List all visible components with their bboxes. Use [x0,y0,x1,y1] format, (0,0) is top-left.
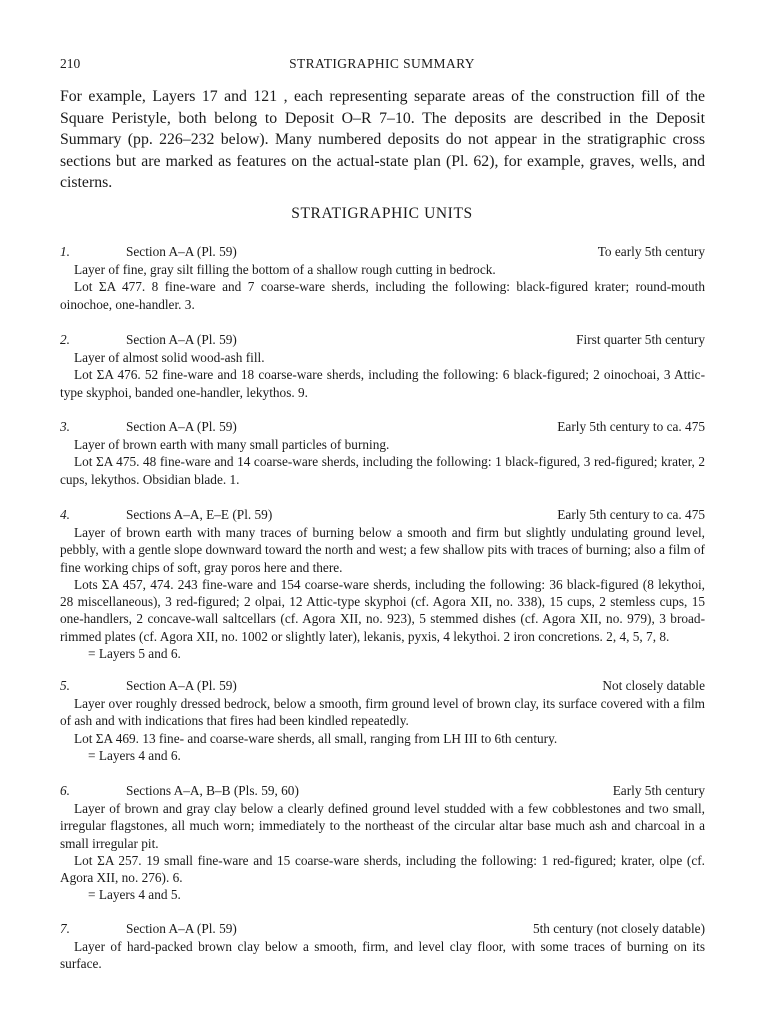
entry-date: 5th century (not closely datable) [532,921,705,936]
entry-header [60,506,705,524]
stratigraphic-entry-2 [60,331,705,401]
entry-section: Section A–A (Pl. 59) [126,332,237,347]
entry-number: 6. [60,783,70,798]
entry-date: To early 5th century [597,244,705,259]
entry-lot: Lot ΣA 477. 8 fine-ware and 7 coarse-ware sherds, including the following: black-figured krater; round-mouth oinochoe, one-handler. 3. [60,279,705,312]
entry-number: 1. [60,244,70,259]
entry-header [60,782,705,800]
entry-date: Early 5th century to ca. 475 [557,507,705,522]
entry-layer-description: Layer of brown and gray clay below a clearly defined ground level studded with a few cobblestones and two small, irregular flagstones, all much worn; immediately to the northeast of the circular altar base much ash and charcoal in a small irregular pit. [60,801,705,851]
entry-date: Early 5th century [612,783,705,798]
stratigraphic-entry-4 [60,506,705,662]
entry-lot: Lots ΣA 457, 474. 243 fine-ware and 154 coarse-ware sherds, including the following: 36 black-figured (8 lekythoi, 28 miscellaneous), 3 red-figured; 2 olpai, 12 Attic-type skyphoi (cf. Agora XII, no. 338), 15 cups, 2 stemless cups, 15 one-handlers, 2 concave-wall saltcellars (cf. Agora XII, no. 923), 5 stemmed dishes (cf. Agora XII, no. 979), 3 broad-rimmed plates (cf. Agora XII, no. 1002 or slightly later), lekanis, pyxis, 4 lekythoi. 2 iron concretions. 2, 4, 5, 7, 8. [60,576,705,644]
stratigraphic-entry-6 [60,782,705,904]
entry-header [60,331,705,349]
stratigraphic-entry-7 [60,920,705,973]
entry-section: Section A–A (Pl. 59) [126,244,237,259]
entry-equivalence: = Layers 5 and 6. [88,646,181,662]
entry-layer-description: Layer of almost solid wood-ash fill. [74,350,265,365]
entry-section: Section A–A (Pl. 59) [126,678,237,693]
running-title: STRATIGRAPHIC SUMMARY [289,56,475,71]
stratigraphic-entry-3 [60,418,705,488]
entry-lot: Lot ΣA 475. 48 fine-ware and 14 coarse-ware sherds, including the following: 1 black-figured, 3 red-figured; krater, 2 cups, lekythos. Obsidian blade. 1. [60,454,705,487]
entry-number: 4. [60,507,70,522]
entry-number: 3. [60,419,70,434]
entry-date: Early 5th century to ca. 475 [557,419,705,434]
entry-layer-description: Layer of fine, gray silt filling the bottom of a shallow rough cutting in bedrock. [74,262,496,277]
entry-layer-description: Layer of brown earth with many small particles of burning. [74,437,390,452]
entry-date: First quarter 5th century [576,332,705,347]
section-heading: STRATIGRAPHIC UNITS [291,205,473,222]
entry-header [60,677,705,695]
intro-paragraph: For example, Layers 17 and 121 , each representing separate areas of the construction fill of the Square Peristyle, both belong to Deposit O–R 7–10. The deposits are described in the Deposit Summary (pp. 226–232 below). Many numbered deposits do not appear in the stratigraphic cross sections but are marked as features on the actual-state plan (Pl. 62), for example, graves, wells, and cisterns. [60,88,705,192]
entry-number: 2. [60,332,70,347]
entry-lot: Lot ΣA 257. 19 small fine-ware and 15 coarse-ware sherds, including the following: 1 red-figured; krater, olpe (cf. Agora XII, no. 276). 6. [60,852,705,886]
entry-layer-description: Layer over roughly dressed bedrock, below a smooth, firm ground level of brown clay, its surface covered with a film of ash and with indications that fires had been kindled repeatedly. [60,696,705,729]
running-head [60,56,704,76]
entry-lot: Lot ΣA 469. 13 fine- and coarse-ware sherds, all small, ranging from LH III to 6th century. [74,730,558,746]
entry-number: 7. [60,921,70,936]
entry-number: 5. [60,678,70,693]
entry-layer-description: Layer of brown earth with many traces of burning below a smooth and firm but slightly undulating ground level, pebbly, with a gentle slope downward toward the north and west; a few shallow pits with traces of burning; also a film of fine working chips of soft, gray poros here and there. [60,525,705,575]
stratigraphic-entry-1 [60,243,705,313]
entry-equivalence: = Layers 4 and 6. [88,747,181,763]
entry-section: Sections A–A, E–E (Pl. 59) [126,507,273,522]
entry-section: Section A–A (Pl. 59) [126,419,237,434]
entry-header [60,418,705,436]
entry-equivalence: = Layers 4 and 5. [88,887,181,903]
entry-header [60,243,705,261]
entry-section: Section A–A (Pl. 59) [126,921,237,936]
entry-lot: Lot ΣA 476. 52 fine-ware and 18 coarse-ware sherds, including the following: 6 black-figured; 2 oinochoai, 3 Attic-type skyphoi, banded one-handler, lekythos. 9. [60,367,705,400]
entry-layer-description: Layer of hard-packed brown clay below a smooth, firm, and level clay floor, with some traces of burning on its surface. [60,939,705,972]
stratigraphic-entry-5 [60,677,705,764]
entry-date: Not closely datable [602,678,705,693]
page-number: 210 [60,56,81,71]
entry-header [60,920,705,938]
entry-section: Sections A–A, B–B (Pls. 59, 60) [126,783,299,798]
